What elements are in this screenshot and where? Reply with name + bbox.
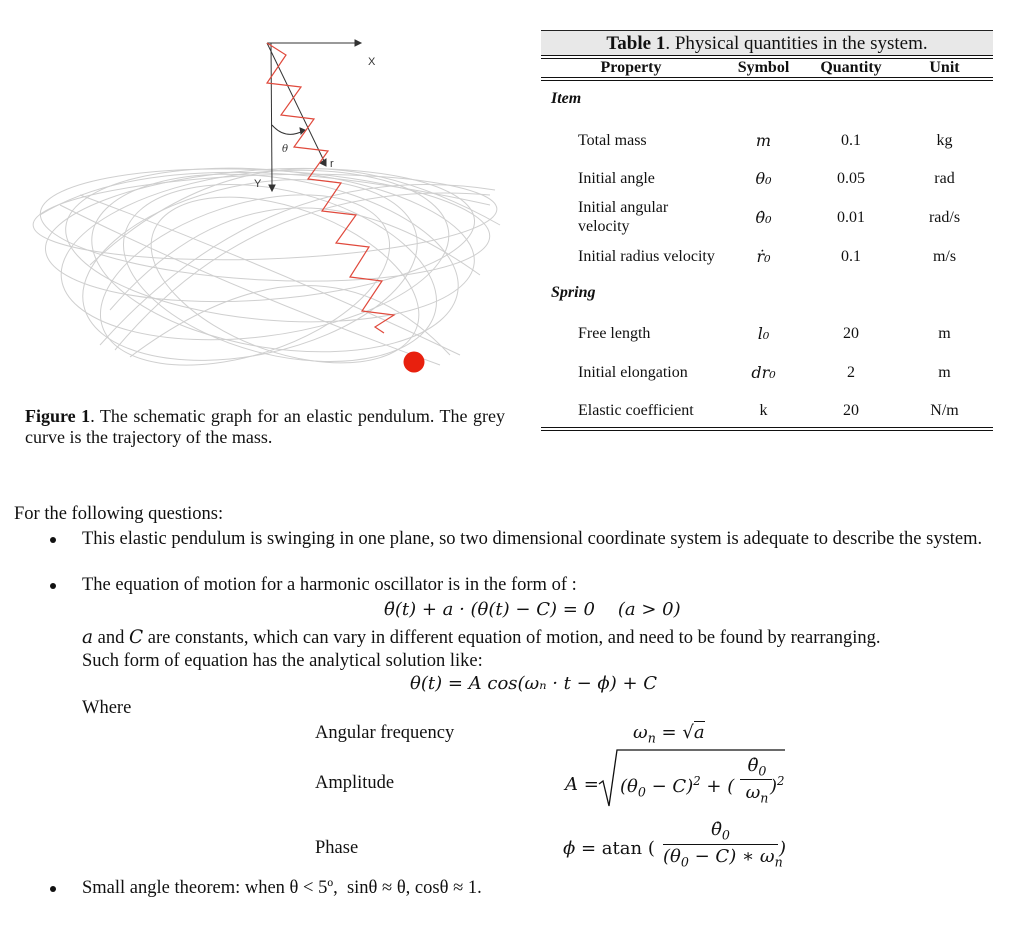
table-title-text: . Physical quantities in the system.	[665, 33, 928, 54]
mass-ball	[404, 352, 425, 373]
cell-quantity: 20	[843, 324, 859, 342]
cell-symbol: dr₀	[751, 362, 776, 382]
def-label-amplitude: Amplitude	[315, 773, 395, 793]
cell-symbol: l₀	[757, 323, 770, 343]
trajectory-curve	[32, 150, 500, 380]
solution-intro: Such form of equation has the analytical solution like:	[82, 651, 483, 671]
table-title-label: Table 1	[606, 33, 666, 54]
def-label-angular-frequency: Angular frequency	[315, 723, 455, 743]
analytical-solution: θ(t) = A cos(ωₙ · t − ϕ) + C	[410, 673, 658, 694]
const-and: and	[93, 628, 129, 648]
constants-text	[82, 626, 1002, 650]
cell-property: Free length	[578, 324, 651, 342]
cell-unit: rad/s	[928, 208, 961, 226]
cell-quantity: 0.05	[837, 169, 865, 187]
cell-property: Initial elongation	[578, 363, 688, 381]
group-spring: Spring	[551, 284, 596, 301]
cell-quantity: 0.1	[841, 131, 861, 149]
physical-quantities-table	[541, 30, 993, 435]
group-item: Item	[551, 90, 582, 107]
formula-angular-frequency: $\omega_n = √a$	[633, 722, 705, 746]
cell-unit: m	[938, 324, 951, 342]
const-rest: are constants, which can vary in different equation of motion, and need to be found by rearranging.	[143, 628, 881, 648]
equation-of-motion: θ̈(t) + a · (θ(t) − C) = 0 (a > 0)	[384, 599, 681, 620]
cell-property: Initial angular velocity	[578, 199, 669, 235]
where-label: Where	[82, 698, 132, 718]
theta-label: θ	[282, 144, 289, 155]
cell-quantity: 2	[847, 363, 855, 381]
pendulum-diagram	[20, 35, 510, 380]
cell-symbol: θ₀	[755, 168, 772, 188]
bullet-icon	[50, 583, 56, 589]
cell-unit: m/s	[932, 247, 957, 265]
table-row	[541, 197, 993, 237]
bullet-text-small-angle: Small angle theorem: when θ < 5º, sinθ ≈ θ, cosθ ≈ 1.	[82, 878, 482, 898]
cell-quantity: 0.1	[841, 247, 861, 265]
cell-quantity: 20	[843, 401, 859, 419]
cell-symbol: θ̇₀	[755, 207, 772, 227]
questions-intro: For the following questions:	[14, 504, 224, 524]
cell-unit: m	[938, 363, 951, 381]
table-row	[541, 362, 993, 382]
const-c: C	[129, 627, 144, 648]
cell-symbol: k	[759, 401, 768, 419]
table-title	[541, 30, 993, 55]
cell-unit: N/m	[930, 401, 959, 419]
header-unit: Unit	[929, 59, 960, 76]
y-axis-label: Y	[254, 178, 262, 190]
def-label-phase: Phase	[315, 838, 359, 858]
bullet-text-2d-plane: This elastic pendulum is swinging in one plane, so two dimensional coordinate system is adequate to describe the system.	[82, 529, 983, 549]
table-row	[541, 236, 993, 276]
header-quantity: Quantity	[820, 59, 882, 76]
table-row	[541, 130, 993, 150]
bullet-icon	[50, 537, 56, 543]
elastic-pendulum-figure	[20, 35, 510, 380]
cell-symbol: m	[755, 130, 772, 150]
table-rule	[541, 77, 993, 81]
r-label: r	[330, 158, 334, 170]
cell-property: Elastic coefficient	[578, 401, 694, 419]
cell-symbol: ṙ₀	[756, 246, 771, 266]
cell-property: Total mass	[578, 131, 647, 149]
figure-caption	[25, 406, 505, 448]
const-a: a	[82, 627, 94, 648]
header-symbol: Symbol	[737, 59, 790, 76]
x-axis-label: X	[368, 56, 376, 68]
cell-property: Initial radius velocity	[578, 247, 715, 265]
header-property: Property	[600, 59, 662, 76]
cell-unit: rad	[934, 169, 955, 187]
cell-unit: kg	[936, 131, 953, 149]
table-header-row	[541, 59, 993, 77]
cell-quantity: 0.01	[837, 208, 865, 226]
bullet-icon	[50, 886, 56, 892]
table-row	[541, 323, 993, 343]
table-row	[541, 168, 993, 188]
caption-label: Figure 1	[25, 406, 91, 426]
table-bottom-rule	[541, 427, 993, 431]
table-row	[541, 400, 993, 420]
cell-property: Initial angle	[578, 169, 655, 187]
formula-phase: ϕ = atan ( $\thetȧ_0$ $(\theta_0 - C)$ ∗ $\omega_n$ )	[563, 819, 787, 870]
bullet-text-harmonic: The equation of motion for a harmonic oscillator is in the form of :	[82, 575, 577, 595]
caption-text: . The schematic graph for an elastic pendulum. The grey curve is the trajectory of the mass.	[25, 406, 505, 447]
